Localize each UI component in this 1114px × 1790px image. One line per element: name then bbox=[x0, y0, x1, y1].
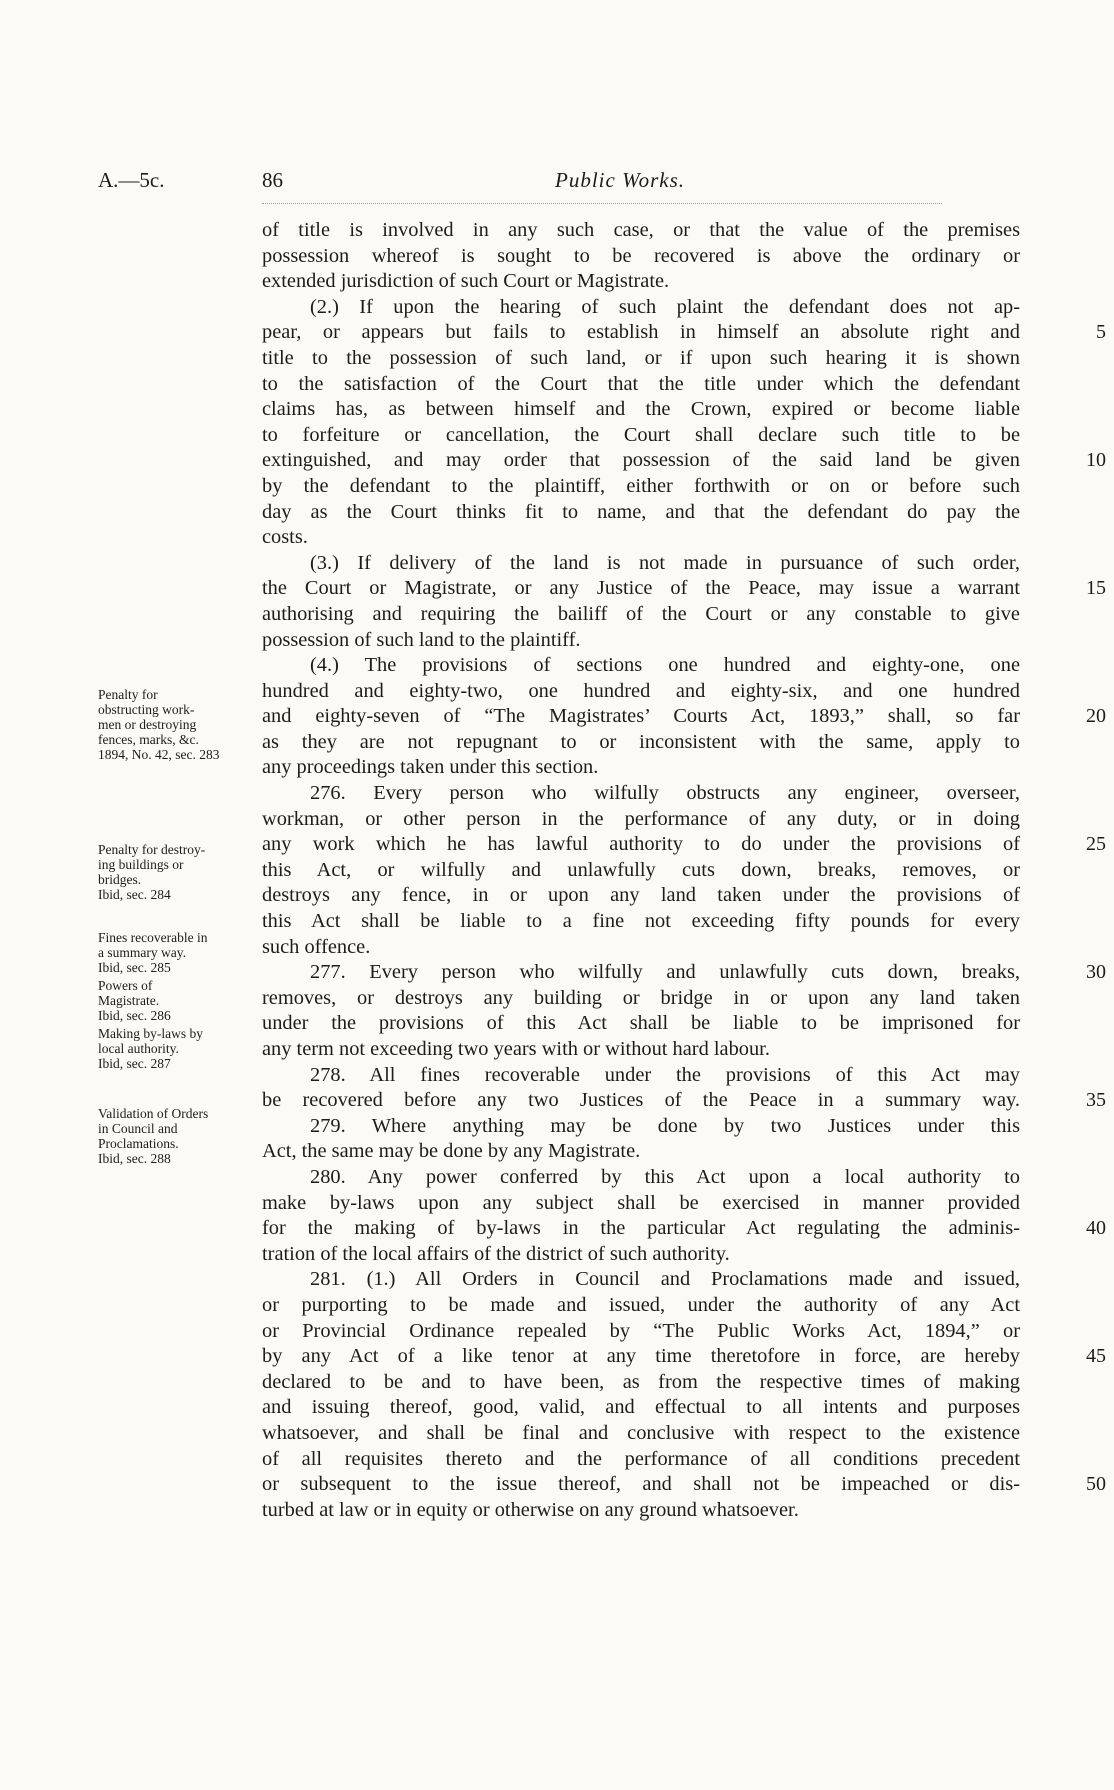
side-note-line: a summary way. bbox=[98, 945, 186, 960]
side-note-line: obstructing work- bbox=[98, 702, 195, 717]
side-note-276 bbox=[98, 687, 258, 762]
text-line: under the provisions of this Act shall be liable to be imprisoned for bbox=[262, 1012, 1020, 1035]
text-line: this Act shall be liable to a fine not exceeding fifty pounds for every bbox=[262, 910, 1020, 933]
text-line: workman, or other person in the performance of any duty, or in doing bbox=[262, 807, 1020, 830]
text-line: and issuing thereof, good, valid, and effectual to all intents and purposes bbox=[262, 1396, 1020, 1419]
document-reference: A.—5c. bbox=[98, 168, 165, 192]
line-number: 15 bbox=[1086, 577, 1106, 600]
text-line: extinguished, and may order that possession of the said land be given bbox=[262, 449, 1020, 472]
line-number: 50 bbox=[1086, 1473, 1106, 1496]
section-280-first-line: 280. Any power conferred by this Act upon a local authority to bbox=[310, 1165, 1020, 1188]
text-line: Act, the same may be done by any Magistrate. bbox=[262, 1140, 641, 1163]
side-note-line: Penalty for destroy- bbox=[98, 842, 206, 857]
text-line: tration of the local affairs of the district of such authority. bbox=[262, 1242, 730, 1265]
side-note-citation: Ibid, sec. 286 bbox=[98, 1008, 171, 1023]
text-line: or purporting to be made and issued, under the authority of any Act bbox=[262, 1293, 1020, 1316]
section-276-first-line: 276. Every person who wilfully obstructs any engineer, overseer, bbox=[310, 782, 1020, 805]
section-279-first-line: 279. Where anything may be done by two Justices under this bbox=[310, 1114, 1020, 1137]
text-line: make by-laws upon any subject shall be exercised in manner provided bbox=[262, 1191, 1020, 1214]
page-number: 86 bbox=[262, 168, 283, 192]
text-line: hundred and eighty-two, one hundred and eighty-six, and one hundred bbox=[262, 679, 1020, 702]
side-note-279 bbox=[98, 978, 258, 1023]
side-note-280 bbox=[98, 1026, 258, 1071]
text-line: such offence. bbox=[262, 935, 371, 958]
text-line: (2.) If upon the hearing of such plaint the defendant does not ap- bbox=[310, 295, 1020, 318]
text-line: turbed at law or in equity or otherwise on any ground whatsoever. bbox=[262, 1498, 799, 1521]
side-note-citation: 1894, No. 42, sec. 283 bbox=[98, 747, 220, 762]
side-note-278 bbox=[98, 930, 258, 975]
text-line: removes, or destroys any building or bridge in or upon any land taken bbox=[262, 986, 1020, 1009]
line-number: 30 bbox=[1086, 961, 1106, 984]
text-line: this Act, or wilfully and unlawfully cuts down, breaks, removes, or bbox=[262, 858, 1020, 881]
line-number: 10 bbox=[1086, 449, 1106, 472]
line-number: 5 bbox=[1096, 321, 1106, 344]
text-line: or subsequent to the issue thereof, and shall not be impeached or dis- bbox=[262, 1473, 1020, 1496]
side-note-line: Fines recoverable in bbox=[98, 930, 208, 945]
text-line: extended jurisdiction of such Court or Magistrate. bbox=[262, 270, 670, 293]
text-line: day as the Court thinks fit to name, and that the defendant do pay the bbox=[262, 500, 1020, 523]
side-note-line: ing buildings or bbox=[98, 857, 184, 872]
text-line: claims has, as between himself and the Crown, expired or become liable bbox=[262, 398, 1020, 421]
text-line: as they are not repugnant to or inconsistent with the same, apply to bbox=[262, 730, 1020, 753]
page-header bbox=[0, 168, 1114, 198]
text-line: destroys any fence, in or upon any land taken under the provisions of bbox=[262, 884, 1020, 907]
line-number: 25 bbox=[1086, 833, 1106, 856]
text-line: pear, or appears but fails to establish in himself an absolute right and bbox=[262, 321, 1020, 344]
side-note-line: Proclamations. bbox=[98, 1136, 179, 1151]
text-line: the Court or Magistrate, or any Justice of the Peace, may issue a warrant bbox=[262, 577, 1020, 600]
text-line: for the making of by-laws in the particular Act regulating the adminis- bbox=[262, 1217, 1020, 1240]
line-number: 20 bbox=[1086, 705, 1106, 728]
text-line: (4.) The provisions of sections one hundred and eighty-one, one bbox=[310, 654, 1020, 677]
text-line: authorising and requiring the bailiff of the Court or any constable to give bbox=[262, 602, 1020, 625]
side-note-citation: Ibid, sec. 287 bbox=[98, 1056, 171, 1071]
side-note-citation: Ibid, sec. 284 bbox=[98, 887, 171, 902]
side-note-line: Powers of bbox=[98, 978, 153, 993]
side-note-line: bridges. bbox=[98, 872, 142, 887]
text-line: and eighty-seven of “The Magistrates’ Courts Act, 1893,” shall, so far bbox=[262, 705, 1020, 728]
text-line: to the satisfaction of the Court that the title under which the defendant bbox=[262, 372, 1020, 395]
side-note-277 bbox=[98, 842, 258, 902]
side-note-line: Magistrate. bbox=[98, 993, 160, 1008]
section-278-first-line: 278. All fines recoverable under the provisions of this Act may bbox=[310, 1063, 1020, 1086]
side-note-citation: Ibid, sec. 285 bbox=[98, 960, 171, 975]
side-note-line: local authority. bbox=[98, 1041, 179, 1056]
text-line: any work which he has lawful authority to do under the provisions of bbox=[262, 833, 1020, 856]
line-number: 45 bbox=[1086, 1345, 1106, 1368]
text-line: possession of such land to the plaintiff. bbox=[262, 628, 581, 651]
body-text bbox=[262, 218, 1106, 1523]
text-line: (3.) If delivery of the land is not made in pursuance of such order, bbox=[310, 551, 1020, 574]
running-title: Public Works. bbox=[555, 168, 686, 192]
section-277-first-line: 277. Every person who wilfully and unlawfully cuts down, breaks, bbox=[310, 961, 1020, 984]
side-note-line: Making by-laws by bbox=[98, 1026, 203, 1041]
text-line: possession whereof is sought to be recovered is above the ordinary or bbox=[262, 244, 1020, 267]
section-281-first-line: 281. (1.) All Orders in Council and Proclamations made and issued, bbox=[310, 1268, 1020, 1291]
text-line: title to the possession of such land, or if upon such hearing it is shown bbox=[262, 346, 1020, 369]
text-line: to forfeiture or cancellation, the Court shall declare such title to be bbox=[262, 423, 1020, 446]
side-note-line: in Council and bbox=[98, 1121, 178, 1136]
text-line: declared to be and to have been, as from the respective times of making bbox=[262, 1370, 1020, 1393]
text-line: whatsoever, and shall be final and conclusive with respect to the existence bbox=[262, 1421, 1020, 1444]
text-line: costs. bbox=[262, 526, 308, 549]
text-line: of title is involved in any such case, or that the value of the premises bbox=[262, 219, 1020, 241]
text-line: any proceedings taken under this section. bbox=[262, 756, 599, 779]
text-line: or Provincial Ordinance repealed by “The Public Works Act, 1894,” or bbox=[262, 1319, 1020, 1342]
text-line: of all requisites thereto and the performance of all conditions precedent bbox=[262, 1447, 1020, 1470]
text-line: by any Act of a like tenor at any time theretofore in force, are hereby bbox=[262, 1345, 1020, 1368]
text-line: any term not exceeding two years with or without hard labour. bbox=[262, 1038, 770, 1060]
side-note-citation: Ibid, sec. 288 bbox=[98, 1151, 171, 1166]
text-line: be recovered before any two Justices of the Peace in a summary way. bbox=[262, 1089, 1020, 1112]
header-rule bbox=[262, 203, 942, 204]
side-note-line: men or destroying bbox=[98, 717, 197, 732]
line-number: 40 bbox=[1086, 1217, 1106, 1240]
line-number: 35 bbox=[1086, 1089, 1106, 1112]
side-note-line: Validation of Orders bbox=[98, 1106, 209, 1121]
side-note-line: fences, marks, &c. bbox=[98, 732, 199, 747]
text-line: by the defendant to the plaintiff, either forthwith or on or before such bbox=[262, 474, 1020, 497]
side-note-281 bbox=[98, 1106, 258, 1166]
side-note-line: Penalty for bbox=[98, 687, 158, 702]
